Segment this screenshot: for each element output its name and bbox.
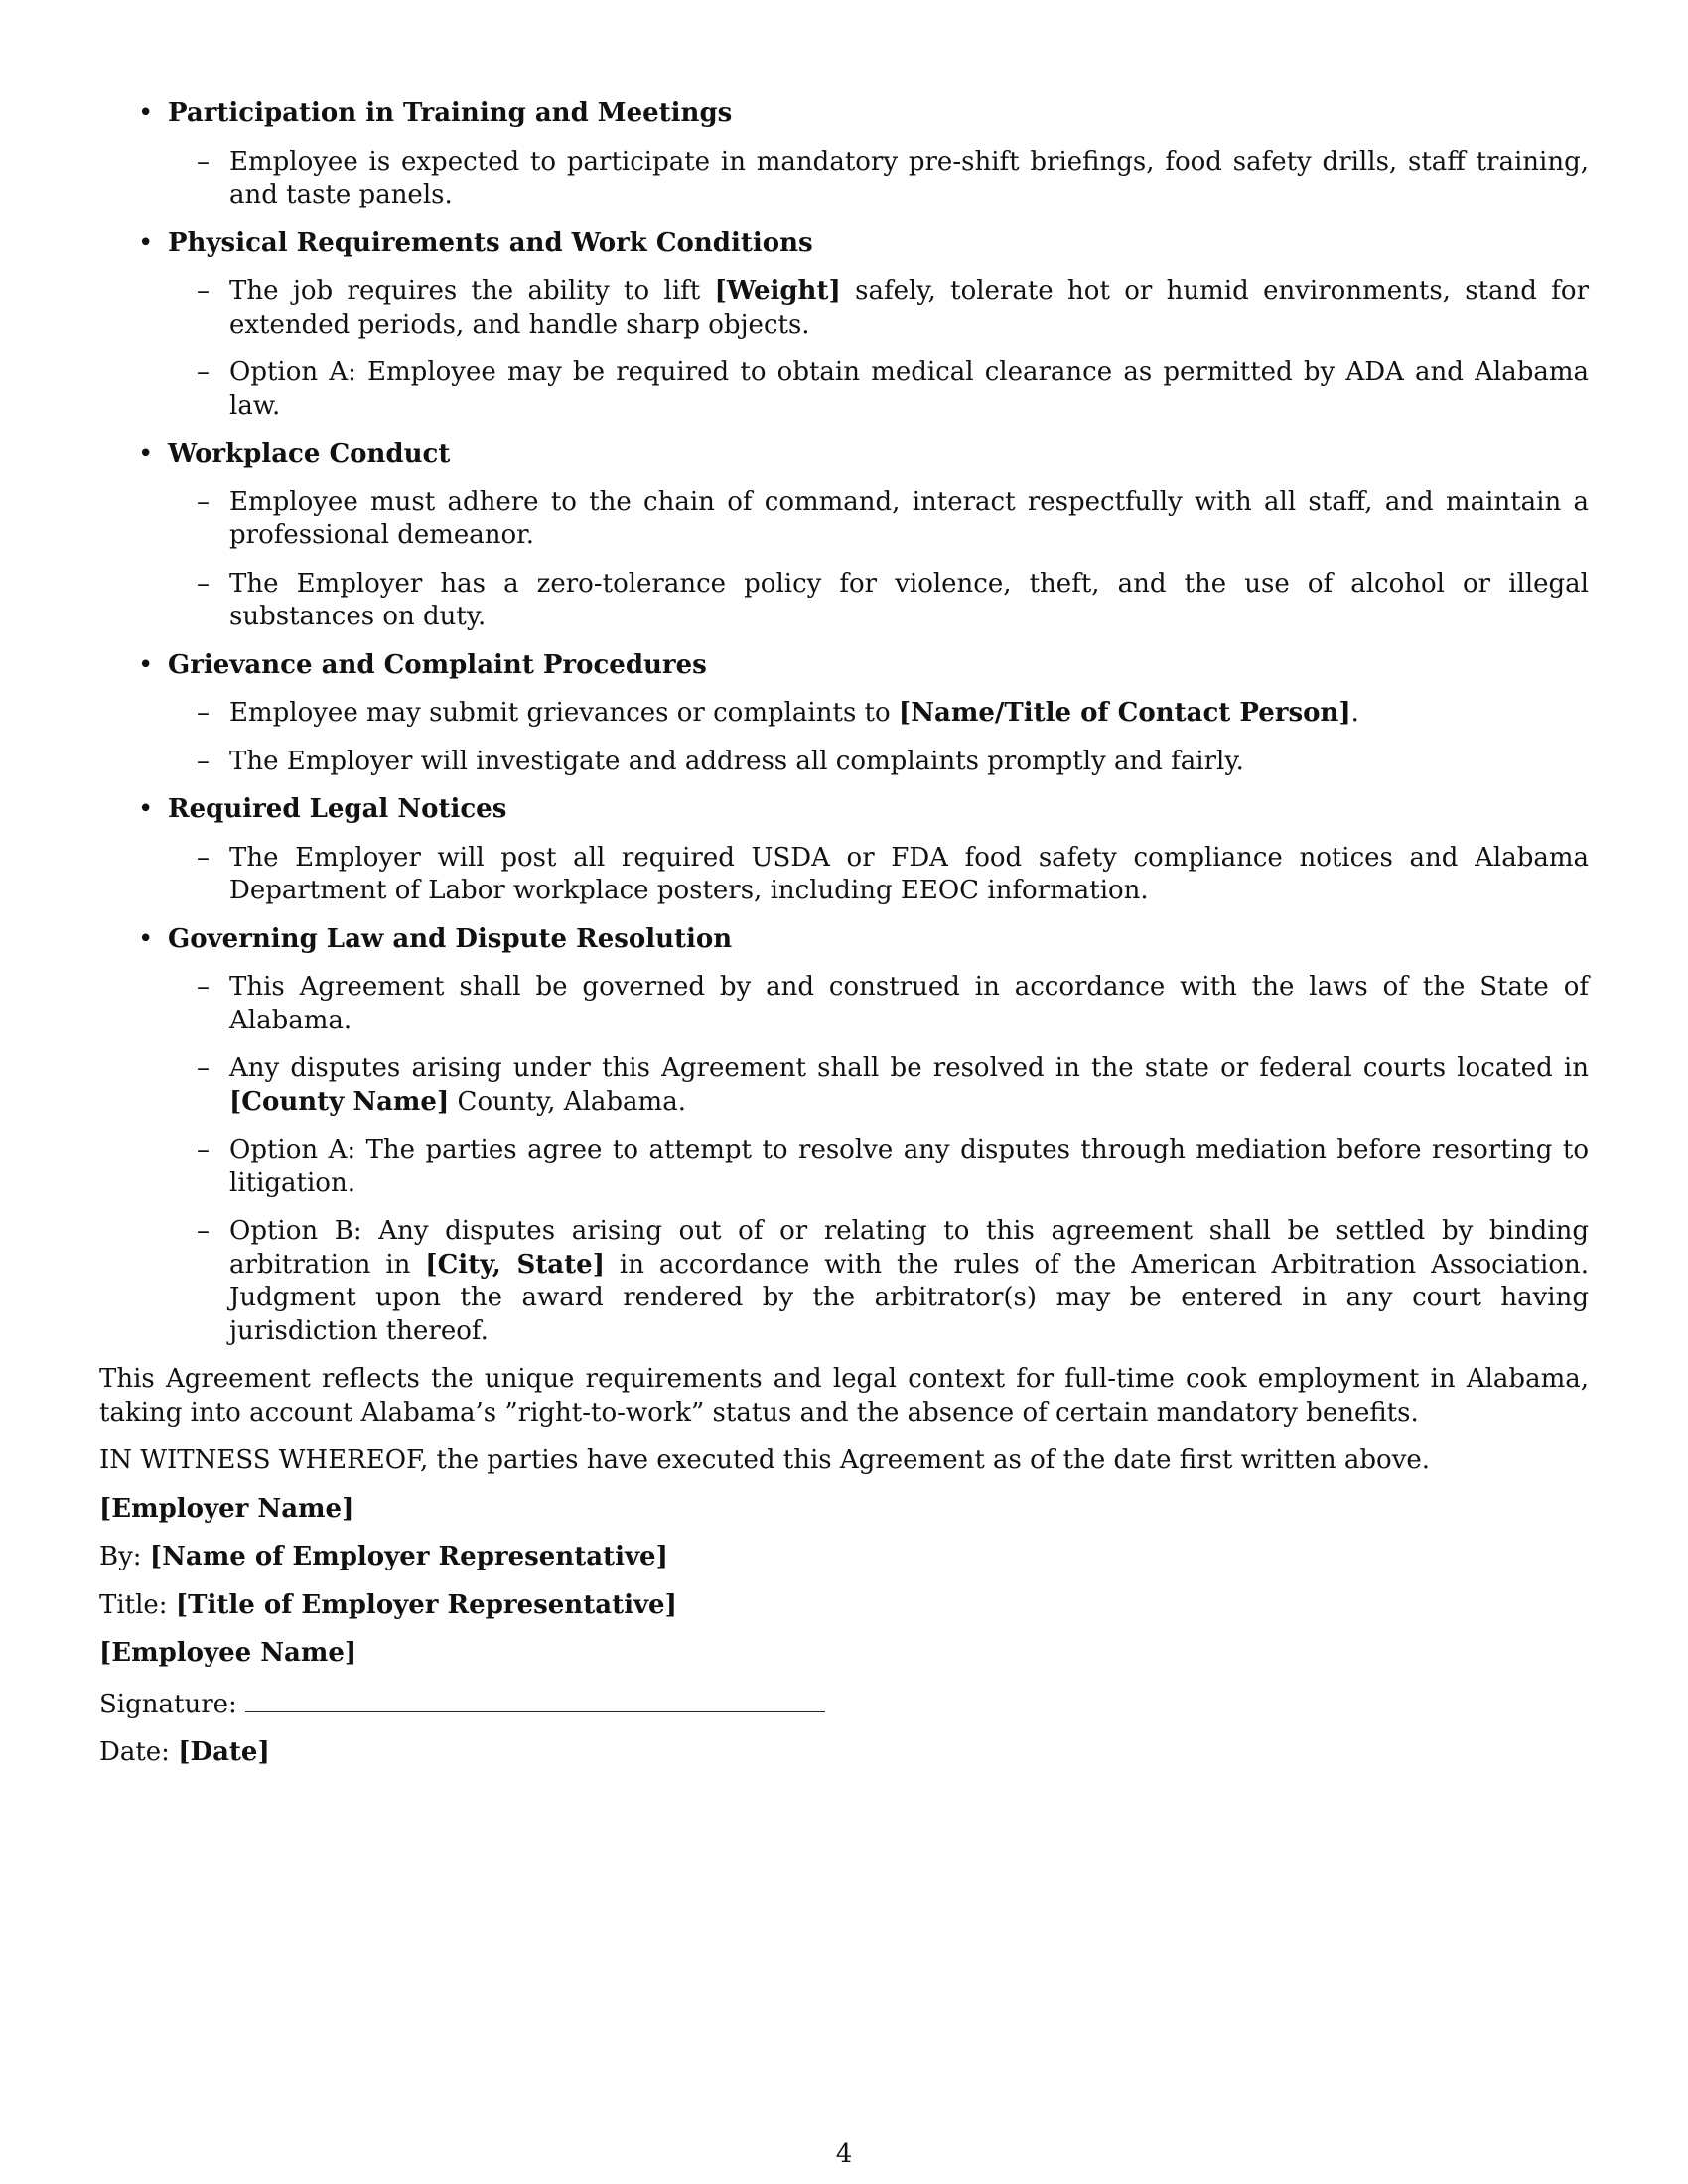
- page-number: 4: [835, 2139, 853, 2169]
- document-page: [99, 97, 1589, 1785]
- dash-icon: –: [197, 146, 210, 177]
- title-value: [Title of Employer Representative]: [175, 1589, 677, 1620]
- date-line: [99, 1736, 1589, 1770]
- bullet-icon: •: [138, 98, 154, 128]
- dash-icon: –: [197, 568, 210, 599]
- section-title: Participation in Training and Meetings: [168, 98, 733, 128]
- list-item: – The Employer will post all required USDA or FDA food safety compliance notices and Alabama Department of Labor workplace posters, including EEOC information.: [197, 842, 1589, 905]
- employer-name: [Employer Name]: [99, 1493, 354, 1524]
- section: [99, 438, 1589, 634]
- list-item: – The Employer has a zero-tolerance policy for violence, theft, and the use of alcohol or illegal substances on duty.: [197, 568, 1589, 631]
- closing-paragraph: This Agreement reflects the unique requirements and legal context for full-time cook employment in Alabama, taking into account Alabama’s ”right-to-work” status and the absence of certain mandatory benefits.: [99, 1364, 1589, 1428]
- section-title: Grievance and Complaint Procedures: [168, 649, 707, 680]
- list-item: – Employee may submit grievances or complaints to [Name/Title of Contact Person].: [168, 697, 1589, 731]
- date-value: [Date]: [178, 1737, 270, 1767]
- list-item: – Any disputes arising under this Agreement shall be resolved in the state or federal courts located in [County Name] County, Alabama.: [197, 1053, 1589, 1117]
- list-item: – Option A: The parties agree to attempt to resolve any disputes through mediation before resorting to litigation.: [197, 1135, 1589, 1198]
- placeholder-field: [City, State]: [425, 1249, 606, 1280]
- section-list: [99, 97, 1589, 1348]
- bullet-icon: •: [138, 227, 154, 258]
- signature-label: Signature:: [99, 1689, 237, 1719]
- bullet-icon: •: [138, 923, 154, 954]
- by-value: [Name of Employer Representative]: [149, 1542, 668, 1571]
- list-item: – The Employer will investigate and address all complaints promptly and fairly.: [168, 746, 1589, 779]
- by-label: By:: [99, 1542, 142, 1571]
- date-label: Date:: [99, 1737, 170, 1767]
- signature-blank[interactable]: [245, 1686, 825, 1712]
- placeholder-field: [Name/Title of Contact Person]: [898, 698, 1351, 728]
- section-title: Governing Law and Dispute Resolution: [168, 923, 733, 954]
- section: [99, 793, 1589, 908]
- section: [99, 227, 1589, 424]
- placeholder-field: [Weight]: [714, 276, 841, 306]
- dash-icon: –: [197, 972, 210, 1002]
- signature-line: [99, 1686, 1589, 1722]
- section-title: Workplace Conduct: [168, 439, 451, 469]
- section: [99, 649, 1589, 779]
- title-label: Title:: [99, 1589, 168, 1620]
- dash-icon: –: [197, 1053, 210, 1083]
- bullet-icon: •: [138, 649, 154, 680]
- section-title: Physical Requirements and Work Conditions: [168, 227, 813, 258]
- employer-title-line: [99, 1589, 1589, 1623]
- bullet-icon: •: [138, 794, 154, 824]
- dash-icon: –: [197, 276, 210, 306]
- dash-icon: –: [197, 486, 210, 517]
- dash-icon: –: [197, 842, 210, 873]
- list-item: – Option B: Any disputes arising out of or relating to this agreement shall be settled by binding arbitration in [City, State] in accordance with the rules of the American Arbitration Association. Judgment upon the award rendered by the arbitrator(s) may be entered in any court having jurisdiction thereof.: [197, 1216, 1589, 1346]
- section: [99, 923, 1589, 1349]
- list-item: – Employee must adhere to the chain of command, interact respectfully with all staff, and maintain a professional demeanor.: [197, 486, 1589, 550]
- bullet-icon: •: [138, 439, 154, 469]
- list-item: – This Agreement shall be governed by and construed in accordance with the laws of the State of Alabama.: [197, 972, 1589, 1035]
- placeholder-field: [County Name]: [229, 1086, 450, 1117]
- list-item: – The job requires the ability to lift [Weight] safely, tolerate hot or humid environments, stand for extended periods, and handle sharp objects.: [197, 276, 1590, 340]
- dash-icon: –: [197, 1216, 210, 1246]
- witness-statement: IN WITNESS WHEREOF, the parties have executed this Agreement as of the date first written above.: [99, 1445, 1431, 1475]
- dash-icon: –: [197, 1135, 210, 1164]
- dash-icon: –: [197, 746, 210, 776]
- dash-icon: –: [197, 357, 210, 387]
- list-item: – Option A: Employee may be required to obtain medical clearance as permitted by ADA and Alabama law.: [197, 357, 1589, 421]
- section: [99, 97, 1589, 212]
- employee-name: [Employee Name]: [99, 1638, 357, 1668]
- section-title: Required Legal Notices: [168, 794, 507, 824]
- list-item: – Employee is expected to participate in mandatory pre-shift briefings, food safety drills, staff training, and taste panels.: [197, 146, 1589, 209]
- dash-icon: –: [197, 698, 210, 728]
- employer-representative-line: [99, 1541, 1589, 1574]
